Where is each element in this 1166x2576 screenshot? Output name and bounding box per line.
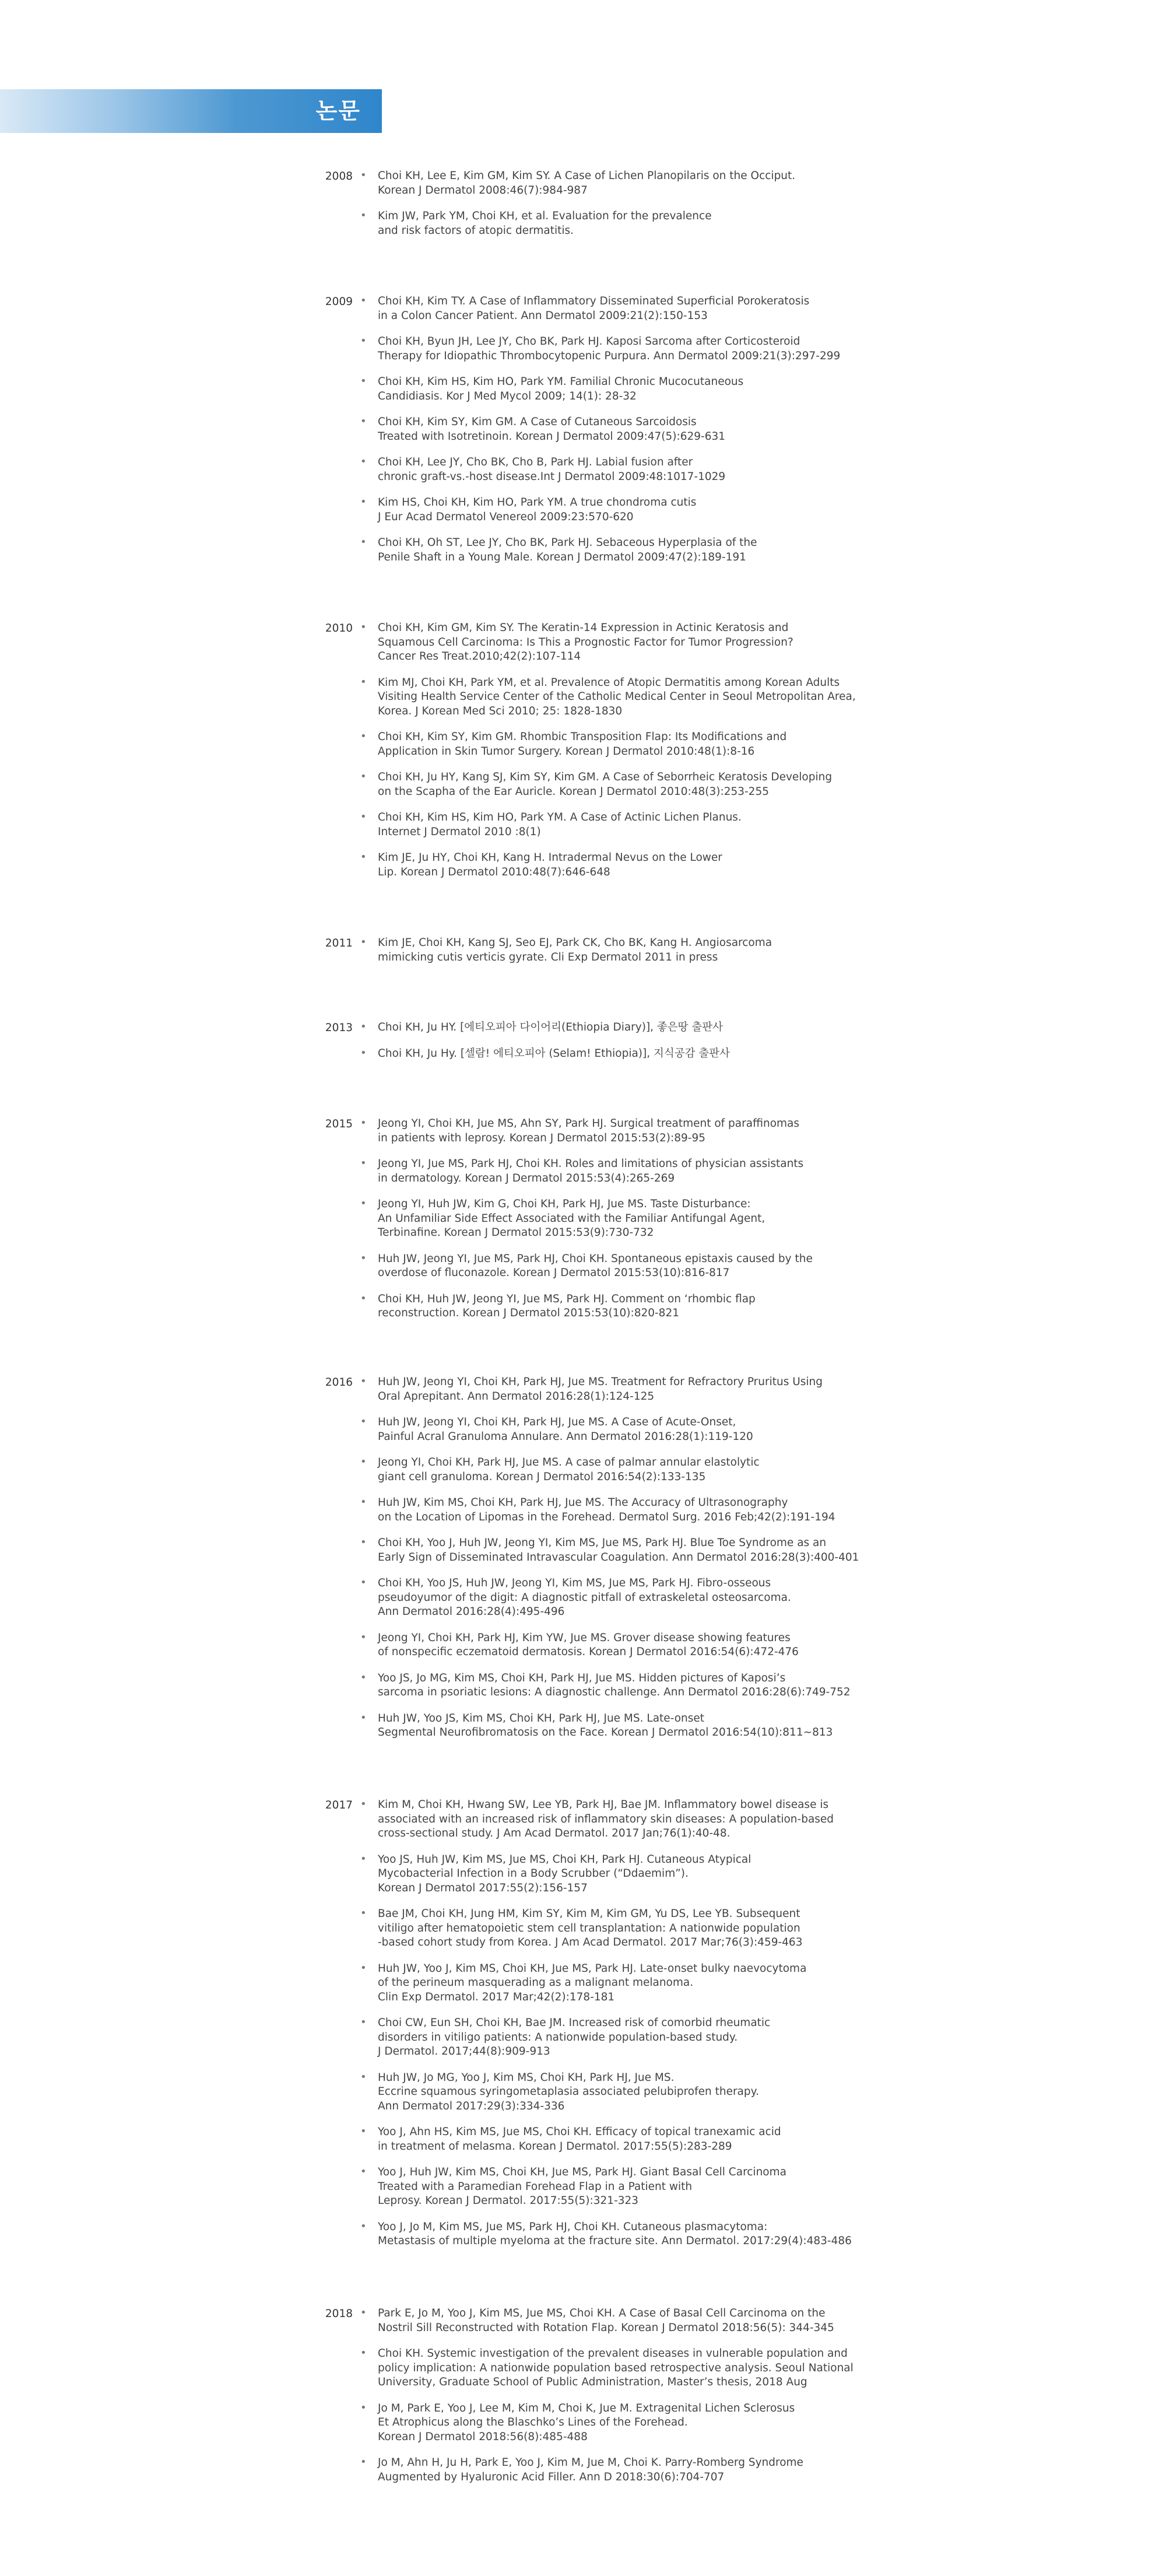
publication-line: Choi CW, Eun SH, Choi KH, Bae JM. Increased risk of comorbid rheumatic	[378, 2017, 771, 2029]
publication-line: Cancer Res Treat.2010;42(2):107-114	[378, 650, 581, 663]
publication-line: Huh JW, Jeong YI, Choi KH, Park HJ, Jue MS. A Case of Acute-Onset,	[378, 1416, 736, 1428]
year-label: 2008	[325, 170, 353, 183]
publication-line: University, Graduate School of Public Administration, Master’s thesis, 2018 Aug	[378, 2376, 807, 2388]
publication-line: Early Sign of Disseminated Intravascular Coagulation. Ann Dermatol 2016:28(3):400-401	[378, 1551, 859, 1564]
bullet-icon: •	[360, 1631, 367, 1643]
publication-line: of the perineum masquerading as a malignant melanoma.	[378, 1976, 694, 1989]
publication-line: Candidiasis. Kor J Med Mycol 2009; 14(1): 28-32	[378, 390, 637, 402]
publication-line: Treated with a Paramedian Forehead Flap in a Patient with	[378, 2180, 693, 2193]
publication-line: Choi KH, Kim TY. A Case of Inflammatory Disseminated Superficial Porokeratosis	[378, 295, 810, 307]
publication-text	[378, 2220, 902, 2249]
publication-text	[378, 209, 902, 238]
publication-line: in a Colon Cancer Patient. Ann Dermatol 2009:21(2):150-153	[378, 309, 708, 322]
publication-line: Kim MJ, Choi KH, Park YM, et al. Prevalence of Atopic Dermatitis among Korean Adults	[378, 676, 840, 689]
publication-line: Choi KH, Lee JY, Cho BK, Cho B, Park HJ. Labial fusion after	[378, 456, 693, 468]
publication-line: mimicking cutis verticis gyrate. Cli Exp Dermatol 2011 in press	[378, 951, 718, 963]
publication-line: Kim JW, Park YM, Choi KH, et al. Evaluation for the prevalence	[378, 210, 712, 222]
publication-line: Huh JW, Jeong YI, Jue MS, Park HJ, Choi KH. Spontaneous epistaxis caused by the	[378, 1252, 813, 1265]
bullet-icon: •	[360, 415, 367, 427]
publication-text	[378, 375, 902, 404]
publication-line: J Dermatol. 2017;44(8):909-913	[378, 2045, 550, 2058]
publication-line: Kim JE, Choi KH, Kang SJ, Seo EJ, Park CK, Cho BK, Kang H. Angiosarcoma	[378, 937, 772, 949]
publication-line: Oral Aprepitant. Ann Dermatol 2016:28(1):124-125	[378, 1390, 655, 1403]
publication-text	[378, 1536, 902, 1565]
publication-line: sarcoma in psoriatic lesions: A diagnostic challenge. Ann Dermatol 2016:28(6):749-752	[378, 1686, 851, 1698]
bullet-icon: •	[360, 2347, 367, 2359]
publication-line: Choi KH, Kim GM, Kim SY. The Keratin-14 Expression in Actinic Keratosis and	[378, 622, 789, 634]
bullet-icon: •	[360, 1046, 367, 1059]
bullet-icon: •	[360, 1157, 367, 1169]
publication-line: An Unfamiliar Side Effect Associated with the Familiar Antifungal Agent,	[378, 1212, 765, 1225]
publication-line: Choi KH, Kim SY, Kim GM. A Case of Cutaneous Sarcoidosis	[378, 416, 697, 428]
publication-text	[378, 621, 902, 664]
bullet-icon: •	[360, 1292, 367, 1305]
publication-line: Choi KH, Ju HY, Kang SJ, Kim SY, Kim GM. A Case of Seborrheic Keratosis Developing	[378, 771, 833, 783]
publication-line: Choi KH, Kim HS, Kim HO, Park YM. Familial Chronic Mucocutaneous	[378, 376, 744, 388]
publication-text	[378, 1853, 902, 1896]
publication-line: Choi KH. Systemic investigation of the prevalent diseases in vulnerable population and	[378, 2347, 848, 2360]
publication-line: Therapy for Idiopathic Thrombocytopenic Purpura. Ann Dermatol 2009:21(3):297-299	[378, 349, 841, 362]
publication-line: -based cohort study from Korea. J Am Acad Dermatol. 2017 Mar;76(3):459-463	[378, 1936, 803, 1948]
bullet-icon: •	[360, 1961, 367, 1974]
publication-text	[378, 169, 902, 198]
publication-line: Huh JW, Kim MS, Choi KH, Park HJ, Jue MS. The Accuracy of Ultrasonography	[378, 1496, 788, 1509]
publication-line: Huh JW, Yoo J, Kim MS, Choi KH, Jue MS, Park HJ. Late-onset bulky naevocytoma	[378, 1962, 807, 1975]
publication-line: Penile Shaft in a Young Male. Korean J Dermatol 2009:47(2):189-191	[378, 551, 746, 563]
bullet-icon: •	[360, 675, 367, 688]
bullet-icon: •	[360, 1117, 367, 1129]
bullet-icon: •	[360, 851, 367, 863]
publication-line: Jeong YI, Choi KH, Jue MS, Ahn SY, Park HJ. Surgical treatment of paraffinomas	[378, 1117, 800, 1130]
publication-text	[378, 295, 902, 323]
publication-line: overdose of fluconazole. Korean J Dermatol 2015:53(10):816-817	[378, 1267, 730, 1279]
publication-line: Internet J Dermatol 2010 :8(1)	[378, 825, 541, 838]
publication-line: in dermatology. Korean J Dermatol 2015:53(4):265-269	[378, 1172, 675, 1184]
publication-line: Choi KH, Kim HS, Kim HO, Park YM. A Case of Actinic Lichen Planus.	[378, 811, 742, 823]
publication-text	[378, 1375, 902, 1404]
publication-line: Augmented by Hyaluronic Acid Filler. Ann D 2018:30(6):704-707	[378, 2470, 725, 2483]
year-label: 2016	[325, 1376, 353, 1389]
publication-text	[378, 455, 902, 484]
publication-line: disorders in vitiligo patients: A nationwide population-based study.	[378, 2031, 738, 2044]
publication-line: Jeong YI, Choi KH, Park HJ, Kim YW, Jue MS. Grover disease showing features	[378, 1631, 791, 1644]
publication-text	[378, 2071, 902, 2114]
publication-line: Mycobacterial Infection in a Body Scrubber (“Ddaemim”).	[378, 1867, 689, 1880]
publication-line: Choi KH, Ju Hy. [셀람! 에티오피아 (Selam! Ethiopia)], 지식공감 출판사	[378, 1047, 730, 1060]
bullet-icon: •	[360, 1197, 367, 1210]
publication-line: Leprosy. Korean J Dermatol. 2017:55(5):321-323	[378, 2195, 639, 2207]
publication-line: Metastasis of multiple myeloma at the fracture site. Ann Dermatol. 2017:29(4):483-486	[378, 2235, 852, 2247]
publication-line: on the Location of Lipomas in the Forehead. Dermatol Surg. 2016 Feb;42(2):191-194	[378, 1510, 835, 1523]
year-label: 2010	[325, 622, 353, 635]
publication-line: Terbinafine. Korean J Dermatol 2015:53(9):730-732	[378, 1226, 654, 1239]
bullet-icon: •	[360, 375, 367, 387]
publication-line: Kim HS, Choi KH, Kim HO, Park YM. A true chondroma cutis	[378, 496, 697, 509]
publication-text	[378, 335, 902, 363]
bullet-icon: •	[360, 2070, 367, 2083]
publication-text	[378, 1712, 902, 1740]
publication-text	[378, 676, 902, 719]
bullet-icon: •	[360, 1798, 367, 1810]
publication-line: Choi KH, Lee E, Kim GM, Kim SY. A Case of Lichen Planopilaris on the Occiput.	[378, 170, 796, 182]
publication-line: Visiting Health Service Center of the Catholic Medical Center in Seoul Metropolitan Area,	[378, 691, 856, 703]
publication-line: Yoo J, Ahn HS, Kim MS, Jue MS, Choi KH. Efficacy of topical tranexamic acid	[378, 2126, 781, 2138]
publication-line: Korea. J Korean Med Sci 2010; 25: 1828-1830	[378, 705, 623, 717]
bullet-icon: •	[360, 455, 367, 468]
publication-line: Choi KH, Huh JW, Jeong YI, Jue MS, Park HJ. Comment on ‘rhombic flap	[378, 1292, 756, 1305]
publication-line: Bae JM, Choi KH, Jung HM, Kim SY, Kim M, Kim GM, Yu DS, Lee YB. Subsequent	[378, 1908, 800, 1920]
bullet-icon: •	[360, 536, 367, 548]
bullet-icon: •	[360, 1671, 367, 1684]
publication-line: in treatment of melasma. Korean J Dermatol. 2017:55(5):283-289	[378, 2140, 732, 2153]
publication-line: associated with an increased risk of inflammatory skin diseases: A population-based	[378, 1813, 834, 1825]
publication-line: Korean J Dermatol 2008:46(7):984-987	[378, 184, 588, 197]
bullet-icon: •	[360, 1415, 367, 1428]
publication-line: Kim M, Choi KH, Hwang SW, Lee YB, Park HJ, Bae JM. Inflammatory bowel disease is	[378, 1799, 829, 1811]
publication-line: Park E, Jo M, Yoo J, Kim MS, Jue MS, Choi KH. A Case of Basal Cell Carcinoma on the	[378, 2307, 826, 2319]
publication-line: policy implication: A nationwide population based retrospective analysis. Seoul National	[378, 2361, 854, 2374]
publication-line: Choi KH, Ju HY. [에티오피아 다이어리(Ethiopia Diary)], 좋은땅 출판사	[378, 1021, 724, 1033]
publication-text	[378, 2165, 902, 2209]
publication-line: Choi KH, Byun JH, Lee JY, Cho BK, Park HJ. Kaposi Sarcoma after Corticosteroid	[378, 335, 800, 348]
publication-text	[378, 1047, 902, 1061]
publication-text	[378, 1907, 902, 1950]
publication-line: pseudoyumor of the digit: A diagnostic pitfall of extraskeletal osteosarcoma.	[378, 1591, 791, 1604]
section-title: 논문	[315, 98, 361, 124]
publication-line: Choi KH, Oh ST, Lee JY, Cho BK, Park HJ. Sebaceous Hyperplasia of the	[378, 537, 757, 549]
publication-line: Jeong YI, Choi KH, Park HJ, Jue MS. A case of palmar annular elastolytic	[378, 1456, 760, 1469]
year-label: 2009	[325, 296, 353, 308]
publication-text	[378, 1021, 902, 1035]
publication-text	[378, 770, 902, 799]
publication-line: Kim JE, Ju HY, Choi KH, Kang H. Intradermal Nevus on the Lower	[378, 851, 722, 864]
publication-line: of nonspecific eczematoid dermatosis. Korean J Dermatol 2016:54(6):472-476	[378, 1646, 799, 1658]
publication-line: Choi KH, Yoo JS, Huh JW, Jeong YI, Kim MS, Jue MS, Park HJ. Fibro-osseous	[378, 1577, 771, 1589]
publication-text	[378, 415, 902, 444]
bullet-icon: •	[360, 936, 367, 948]
publication-line: Treated with Isotretinoin. Korean J Dermatol 2009:47(5):629-631	[378, 430, 726, 443]
bullet-icon: •	[360, 1536, 367, 1548]
publication-line: on the Scapha of the Ear Auricle. Korean J Dermatol 2010:48(3):253-255	[378, 785, 769, 798]
bullet-icon: •	[360, 1496, 367, 1508]
bullet-icon: •	[360, 295, 367, 307]
publication-line: Jo M, Park E, Yoo J, Lee M, Kim M, Choi K, Jue M. Extragenital Lichen Sclerosus	[378, 2402, 795, 2414]
publication-line: cross-sectional study. J Am Acad Dermatol. 2017 Jan;76(1):40-48.	[378, 1827, 730, 1839]
publication-line: Korean J Dermatol 2018:56(8):485-488	[378, 2430, 588, 2443]
publication-line: Squamous Cell Carcinoma: Is This a Prognostic Factor for Tumor Progression?	[378, 636, 793, 649]
publication-line: Clin Exp Dermatol. 2017 Mar;42(2):178-181	[378, 1990, 615, 2003]
year-label: 2018	[325, 2308, 353, 2320]
bullet-icon: •	[360, 2456, 367, 2468]
bullet-icon: •	[360, 2016, 367, 2028]
publication-line: vitiligo after hematopoietic stem cell transplantation: A nationwide population	[378, 1922, 800, 1934]
publication-line: Yoo J, Huh JW, Kim MS, Choi KH, Jue MS, Park HJ. Giant Basal Cell Carcinoma	[378, 2166, 786, 2178]
publication-text	[378, 1456, 902, 1484]
publication-line: Jo M, Ahn H, Ju H, Park E, Yoo J, Kim M, Jue M, Choi K. Parry-Romberg Syndrome	[378, 2456, 803, 2469]
bullet-icon: •	[360, 1456, 367, 1468]
section-header-bar	[0, 89, 382, 133]
bullet-icon: •	[360, 1021, 367, 1033]
year-label: 2011	[325, 937, 353, 949]
bullet-icon: •	[360, 1711, 367, 1724]
publication-text	[378, 1962, 902, 2005]
publication-line: Nostril Sill Reconstructed with Rotation Flap. Korean J Dermatol 2018:56(5): 344-345	[378, 2321, 834, 2334]
publication-text	[378, 1117, 902, 1145]
publication-line: Ann Dermatol 2016:28(4):495-496	[378, 1606, 565, 1618]
publication-text	[378, 1798, 902, 1841]
year-label: 2013	[325, 1022, 353, 1034]
publication-text	[378, 1576, 902, 1620]
publication-line: Ann Dermatol 2017:29(3):334-336	[378, 2100, 565, 2112]
bullet-icon: •	[360, 335, 367, 347]
publication-text	[378, 2016, 902, 2059]
publication-line: Eccrine squamous syringometaplasia associated pelubiprofen therapy.	[378, 2086, 759, 2098]
publication-line: in patients with leprosy. Korean J Dermatol 2015:53(2):89-95	[378, 1131, 706, 1144]
publication-line: reconstruction. Korean J Dermatol 2015:53(10):820-821	[378, 1307, 679, 1319]
publication-text	[378, 1671, 902, 1700]
publication-line: giant cell granuloma. Korean J Dermatol 2016:54(2):133-135	[378, 1470, 706, 1483]
bullet-icon: •	[360, 811, 367, 823]
publication-text	[378, 1157, 902, 1186]
bullet-icon: •	[360, 1375, 367, 1387]
publication-line: Jeong YI, Jue MS, Park HJ, Choi KH. Roles and limitations of physician assistants	[378, 1158, 804, 1170]
publication-line: Yoo JS, Jo MG, Kim MS, Choi KH, Park HJ, Jue MS. Hidden pictures of Kaposi’s	[378, 1671, 786, 1684]
publication-text	[378, 1631, 902, 1660]
publication-line: Yoo J, Jo M, Kim MS, Jue MS, Park HJ, Choi KH. Cutaneous plasmacytoma:	[378, 2220, 768, 2233]
bullet-icon: •	[360, 169, 367, 181]
publication-text	[378, 730, 902, 759]
publication-line: Huh JW, Yoo JS, Kim MS, Choi KH, Park HJ, Jue MS. Late-onset	[378, 1712, 705, 1725]
publication-text	[378, 851, 902, 879]
publication-line: Huh JW, Jo MG, Yoo J, Kim MS, Choi KH, Park HJ, Jue MS.	[378, 2071, 675, 2084]
publication-text	[378, 2456, 902, 2484]
publication-line: Painful Acral Granuloma Annulare. Ann Dermatol 2016:28(1):119-120	[378, 1430, 753, 1443]
publication-text	[378, 1197, 902, 1240]
publication-text	[378, 2402, 902, 2445]
bullet-icon: •	[360, 496, 367, 508]
publication-line: and risk factors of atopic dermatitis.	[378, 224, 574, 237]
publication-line: Lip. Korean J Dermatol 2010:48(7):646-648	[378, 865, 610, 878]
publication-line: J Eur Acad Dermatol Venereol 2009:23:570-620	[378, 510, 634, 523]
publication-text	[378, 2125, 902, 2154]
publication-text	[378, 2307, 902, 2335]
bullet-icon: •	[360, 2125, 367, 2137]
bullet-icon: •	[360, 1852, 367, 1865]
bullet-icon: •	[360, 1252, 367, 1264]
publication-line: Application in Skin Tumor Surgery. Korean J Dermatol 2010:48(1):8-16	[378, 745, 755, 758]
publication-line: Choi KH, Kim SY, Kim GM. Rhombic Transposition Flap: Its Modifications and	[378, 731, 787, 743]
publication-text	[378, 2347, 902, 2390]
bullet-icon: •	[360, 2401, 367, 2414]
publication-line: Choi KH, Yoo J, Huh JW, Jeong YI, Kim MS, Jue MS, Park HJ. Blue Toe Syndrome as an	[378, 1537, 827, 1549]
bullet-icon: •	[360, 730, 367, 742]
publication-text	[378, 1252, 902, 1281]
publication-text	[378, 811, 902, 839]
publication-text	[378, 536, 902, 565]
publication-text	[378, 1415, 902, 1444]
bullet-icon: •	[360, 2165, 367, 2178]
publication-text	[378, 936, 902, 965]
publication-text	[378, 1292, 902, 1321]
bullet-icon: •	[360, 621, 367, 633]
publication-line: Korean J Dermatol 2017:55(2):156-157	[378, 1881, 588, 1894]
bullet-icon: •	[360, 209, 367, 222]
bullet-icon: •	[360, 770, 367, 783]
publication-line: chronic graft-vs.-host disease.Int J Dermatol 2009:48:1017-1029	[378, 470, 726, 483]
publication-line: Huh JW, Jeong YI, Choi KH, Park HJ, Jue MS. Treatment for Refractory Pruritus Using	[378, 1376, 823, 1388]
publication-line: Jeong YI, Huh JW, Kim G, Choi KH, Park HJ, Jue MS. Taste Disturbance:	[378, 1198, 751, 1210]
publication-text	[378, 1496, 902, 1524]
bullet-icon: •	[360, 2307, 367, 2319]
bullet-icon: •	[360, 2220, 367, 2232]
bullet-icon: •	[360, 1576, 367, 1589]
publication-line: Segmental Neurofibromatosis on the Face. Korean J Dermatol 2016:54(10):811~813	[378, 1726, 833, 1739]
year-label: 2015	[325, 1118, 353, 1130]
year-label: 2017	[325, 1799, 353, 1811]
publication-line: Yoo JS, Huh JW, Kim MS, Jue MS, Choi KH, Park HJ. Cutaneous Atypical	[378, 1853, 751, 1866]
publication-text	[378, 496, 902, 524]
publication-line: Et Atrophicus along the Blaschko’s Lines of the Forehead.	[378, 2416, 688, 2428]
bullet-icon: •	[360, 1907, 367, 1919]
